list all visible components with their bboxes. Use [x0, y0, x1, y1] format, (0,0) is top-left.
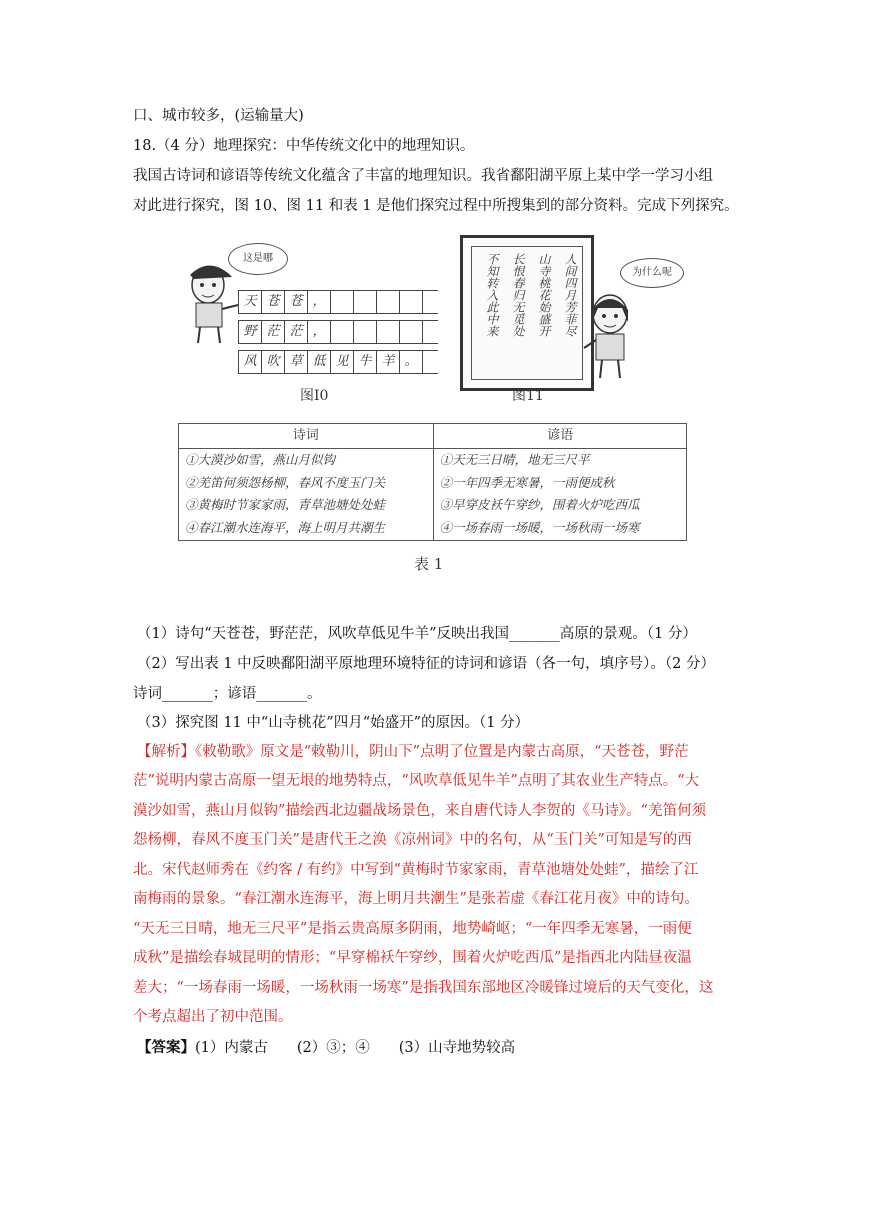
cartoon-girl-illustration	[582, 288, 634, 380]
grid-cell: 牛	[354, 351, 377, 373]
table-row: ②一年四季无寒暑，一雨便成秋	[439, 474, 615, 490]
grid-row	[238, 290, 438, 314]
table-row: ②羌笛何须怨杨柳，春风不度玉门关	[185, 474, 386, 490]
table-row: ③黄梅时节家家雨，青草池塘处处蛙	[185, 497, 386, 512]
grid-cell	[331, 321, 354, 343]
analysis-label: 【解析】	[137, 744, 195, 760]
grid-cell: ，	[308, 291, 331, 313]
figure-10-caption: 图I0	[300, 388, 329, 404]
analysis-line: 漠沙如雪，燕山月似钩”描绘西北边疆战场景色，来自唐代诗人李贺的《马诗》。“羌笛何须	[133, 803, 707, 819]
scroll-column: 山寺桃花始盛开	[537, 253, 551, 337]
analysis-line: 茫”说明内蒙古高原一望无垠的地势特点，“风吹草低见牛羊”点明了其农业生产特点。“大	[133, 773, 700, 789]
text-line: 我国古诗词和谚语等传统文化蕴含了丰富的地理知识。我省鄱阳湖平原上某中学一学习小组	[133, 168, 713, 184]
table-row: ④一场春雨一场暖，一场秋雨一场寒	[439, 519, 640, 535]
grid-cell: 风	[238, 351, 262, 373]
grid-cell: 。	[400, 351, 423, 373]
grid-cell: 天	[238, 291, 262, 313]
grid-cell	[377, 321, 400, 343]
table-1-caption: 表 1	[414, 555, 444, 573]
table-column-proverbs	[433, 424, 688, 540]
scroll-column: 不知转入此中来	[485, 253, 499, 337]
analysis-line: 怨杨柳，春风不度玉门关”是唐代王之涣《凉州词》中的名句，从“玉门关”可知是写的西	[133, 832, 692, 848]
grid-cell: 草	[285, 351, 308, 373]
analysis-line: 个考点超出了初中范围。	[133, 1009, 293, 1025]
table-row: ④春江潮水连海平，海上明月共潮生	[185, 519, 386, 535]
table-row: ③早穿皮袄午穿纱，围着火炉吃西瓜	[439, 497, 640, 512]
grid-row	[238, 350, 438, 374]
speech-bubble: 这是哪	[228, 243, 288, 275]
speech-bubble: 为什么呢	[620, 258, 684, 288]
answer-text: (1）内蒙古 (2）③；④ (3）山寺地势较高	[195, 1040, 516, 1056]
grid-cell	[377, 291, 400, 313]
grid-cell: 羊	[377, 351, 400, 373]
table-1	[178, 423, 687, 541]
question-1: （1）诗句“天苍苍，野茫茫，风吹草低见牛羊”反映出我国_______高原的景观。（1 分）	[137, 626, 697, 642]
grid-cell: 茫	[262, 321, 285, 343]
grid-cell: 茫	[285, 321, 308, 343]
grid-cell: 见	[331, 351, 354, 373]
answer-line	[137, 1036, 515, 1057]
grid-cell: 野	[238, 321, 262, 343]
cartoon-boy-illustration	[180, 255, 240, 345]
grid-cell: ，	[308, 321, 331, 343]
table-header: 诗词	[179, 424, 433, 449]
question-3: （3）探究图 11 中“山寺桃花”四月“始盛开”的原因。（1 分）	[137, 715, 530, 731]
analysis-line: 成秋”是描绘春城昆明的情形；“早穿棉袄午穿纱，围着火炉吃西瓜”是指西北内陆昼夜温	[133, 950, 692, 966]
poem-grid	[238, 290, 438, 380]
scroll-column: 人间四月芳菲尽	[563, 253, 577, 337]
grid-cell: 低	[308, 351, 331, 373]
grid-cell	[400, 291, 423, 313]
table-row: ①大漠沙如雪，燕山月似钩	[185, 452, 336, 467]
scroll-column: 长恨春归无觅处	[511, 253, 525, 337]
question-2-blanks: 诗词_______；谚语_______。	[133, 686, 322, 702]
grid-cell: 吹	[262, 351, 285, 373]
table-column-poems	[179, 424, 433, 540]
figure-11-caption: 图11	[512, 388, 544, 404]
question-2: （2）写出表 1 中反映鄱阳湖平原地理环境特征的诗词和谚语（各一句，填序号）。（2 分）	[137, 656, 715, 672]
question-title: 18.（4 分）地理探究：中华传统文化中的地理知识。	[133, 138, 475, 154]
grid-row	[238, 320, 438, 344]
grid-cell	[331, 291, 354, 313]
analysis-line: 北。宋代赵师秀在《约客 / 有约》中写到“黄梅时节家家雨，青草池塘处处蛙”，描绘了江	[133, 862, 699, 878]
analysis-paragraph	[137, 740, 689, 761]
analysis-text: 《敕勒歌》原文是“敕勒川，阴山下”点明了位置是内蒙古高原，“天苍苍，野茫	[195, 744, 689, 760]
grid-cell	[354, 291, 377, 313]
answer-label: 【答案】	[137, 1039, 195, 1056]
poem-scroll	[460, 235, 594, 391]
table-header: 谚语	[434, 424, 688, 449]
grid-cell	[400, 321, 423, 343]
text-line: 口、城市较多，(运输量大)	[133, 108, 304, 124]
analysis-line: 差大；“一场春雨一场暖，一场秋雨一场寒”是指我国东部地区冷暖锋过境后的天气变化，这	[133, 980, 714, 996]
table-row: ①天无三日晴，地无三尺平	[439, 452, 590, 467]
analysis-line: “天无三日晴，地无三尺平”是指云贵高原多阴雨，地势崎岖；“一年四季无寒暑，一雨便	[133, 921, 692, 937]
grid-cell: 苍	[285, 291, 308, 313]
grid-cell: 苍	[262, 291, 285, 313]
analysis-line: 南梅雨的景象。“春江潮水连海平，海上明月共潮生”是张若虚《春江花月夜》中的诗句。	[133, 891, 699, 907]
poem-scroll-frame	[471, 246, 583, 380]
grid-cell	[354, 321, 377, 343]
text-line: 对此进行探究，图 10、图 11 和表 1 是他们探究过程中所搜集到的部分资料。完成下列探究。	[133, 198, 739, 214]
